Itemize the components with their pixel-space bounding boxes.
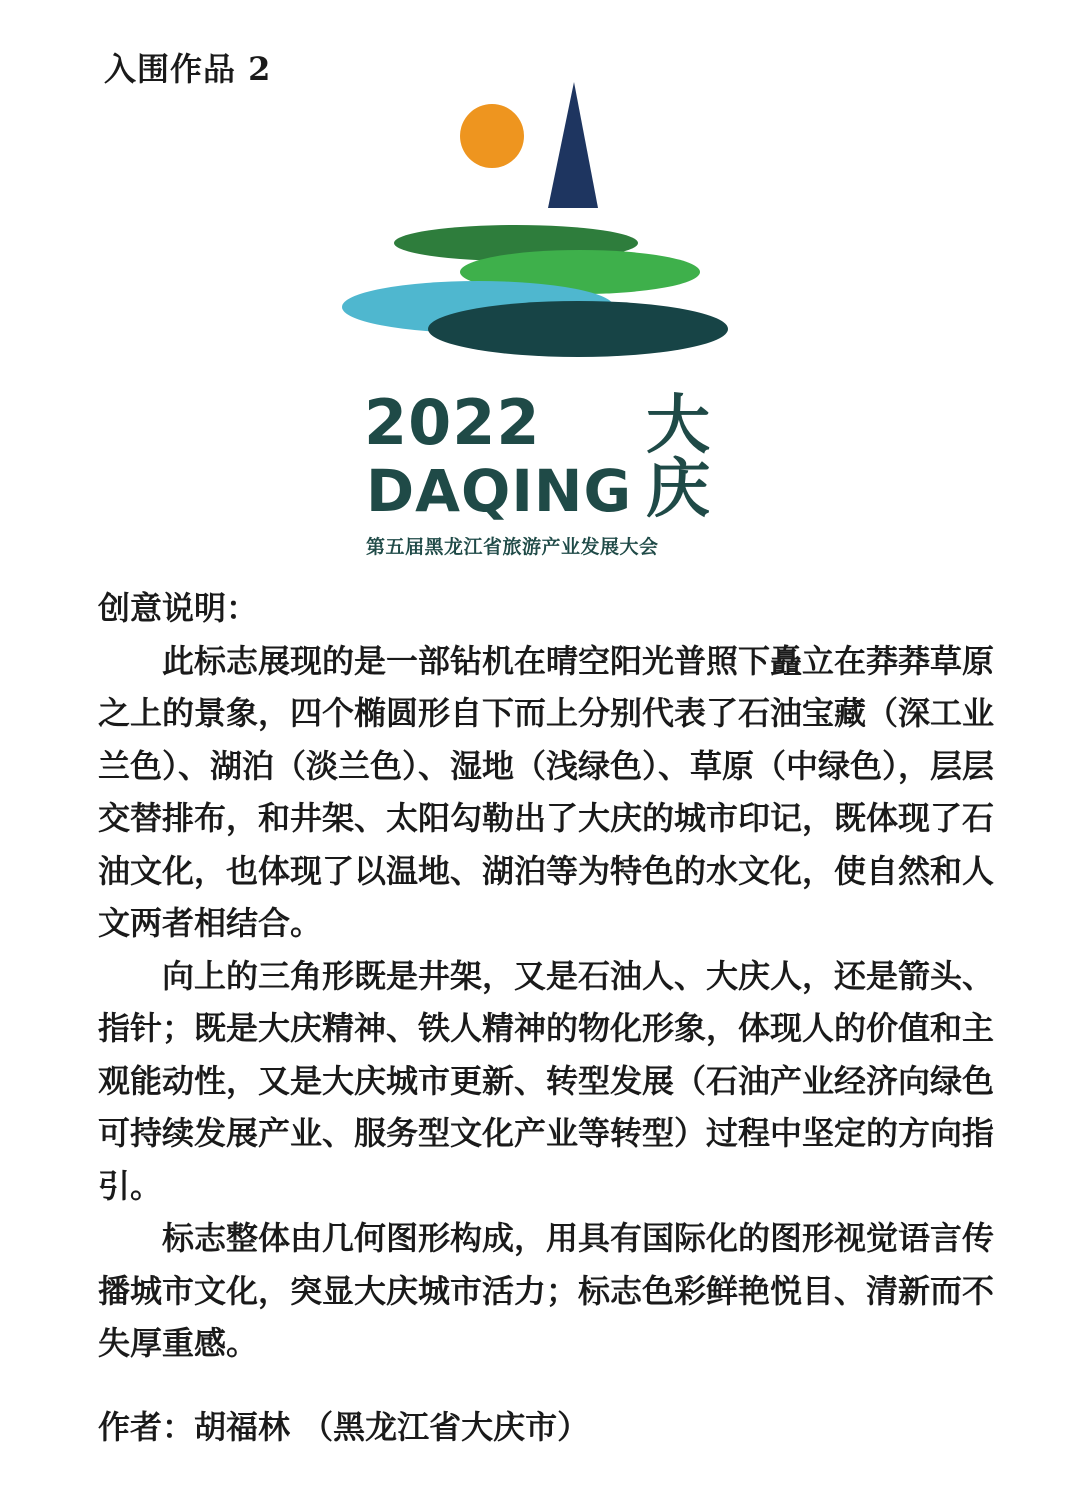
- logo-city-en: DAQING: [366, 457, 633, 525]
- author-line: 作者：胡福林 （黑龙江省大庆市）: [98, 1408, 590, 1446]
- logo-city-cn-2: 庆: [646, 453, 710, 527]
- entry-title: 入围作品 2: [104, 50, 272, 88]
- oil-ellipse: [428, 301, 728, 357]
- logo-year: 2022: [364, 386, 541, 459]
- derrick-triangle-icon: [548, 82, 598, 208]
- event-logo: [0, 0, 1080, 560]
- logo-city-cn-1: 大: [646, 389, 710, 463]
- description-paragraph-2: 向上的三角形既是井架，又是石油人、大庆人，还是箭头、指针；既是大庆精神、铁人精神的物化形象，体现人的价值和主观能动性，又是大庆城市更新、转型发展（石油产业经济向绿色可持续发展产业、服务型文化产业等转型）过程中坚定的方向指引。: [98, 956, 995, 1205]
- description-paragraph-1: 此标志展现的是一部钻机在晴空阳光普照下矗立在莽莽草原之上的景象，四个椭圆形自下而上分别代表了石油宝藏（深工业兰色）、湖泊（淡兰色）、湿地（浅绿色）、草原（中绿色），层层交替排布，和井架、太阳勾勒出了大庆的城市印记，既体现了石油文化，也体现了以温地、湖泊等为特色的水文化，使自然和人文两者相结合。: [98, 641, 995, 942]
- description-paragraph-3: 标志整体由几何图形构成，用具有国际化的图形视觉语言传播城市文化，突显大庆城市活力；标志色彩鲜艳悦目、清新而不失厚重感。: [98, 1219, 995, 1362]
- creative-description: [98, 582, 998, 1370]
- description-heading: 创意说明：: [98, 589, 259, 627]
- logo-subtitle: 第五届黑龙江省旅游产业发展大会: [366, 536, 659, 558]
- sun-icon: [460, 104, 524, 168]
